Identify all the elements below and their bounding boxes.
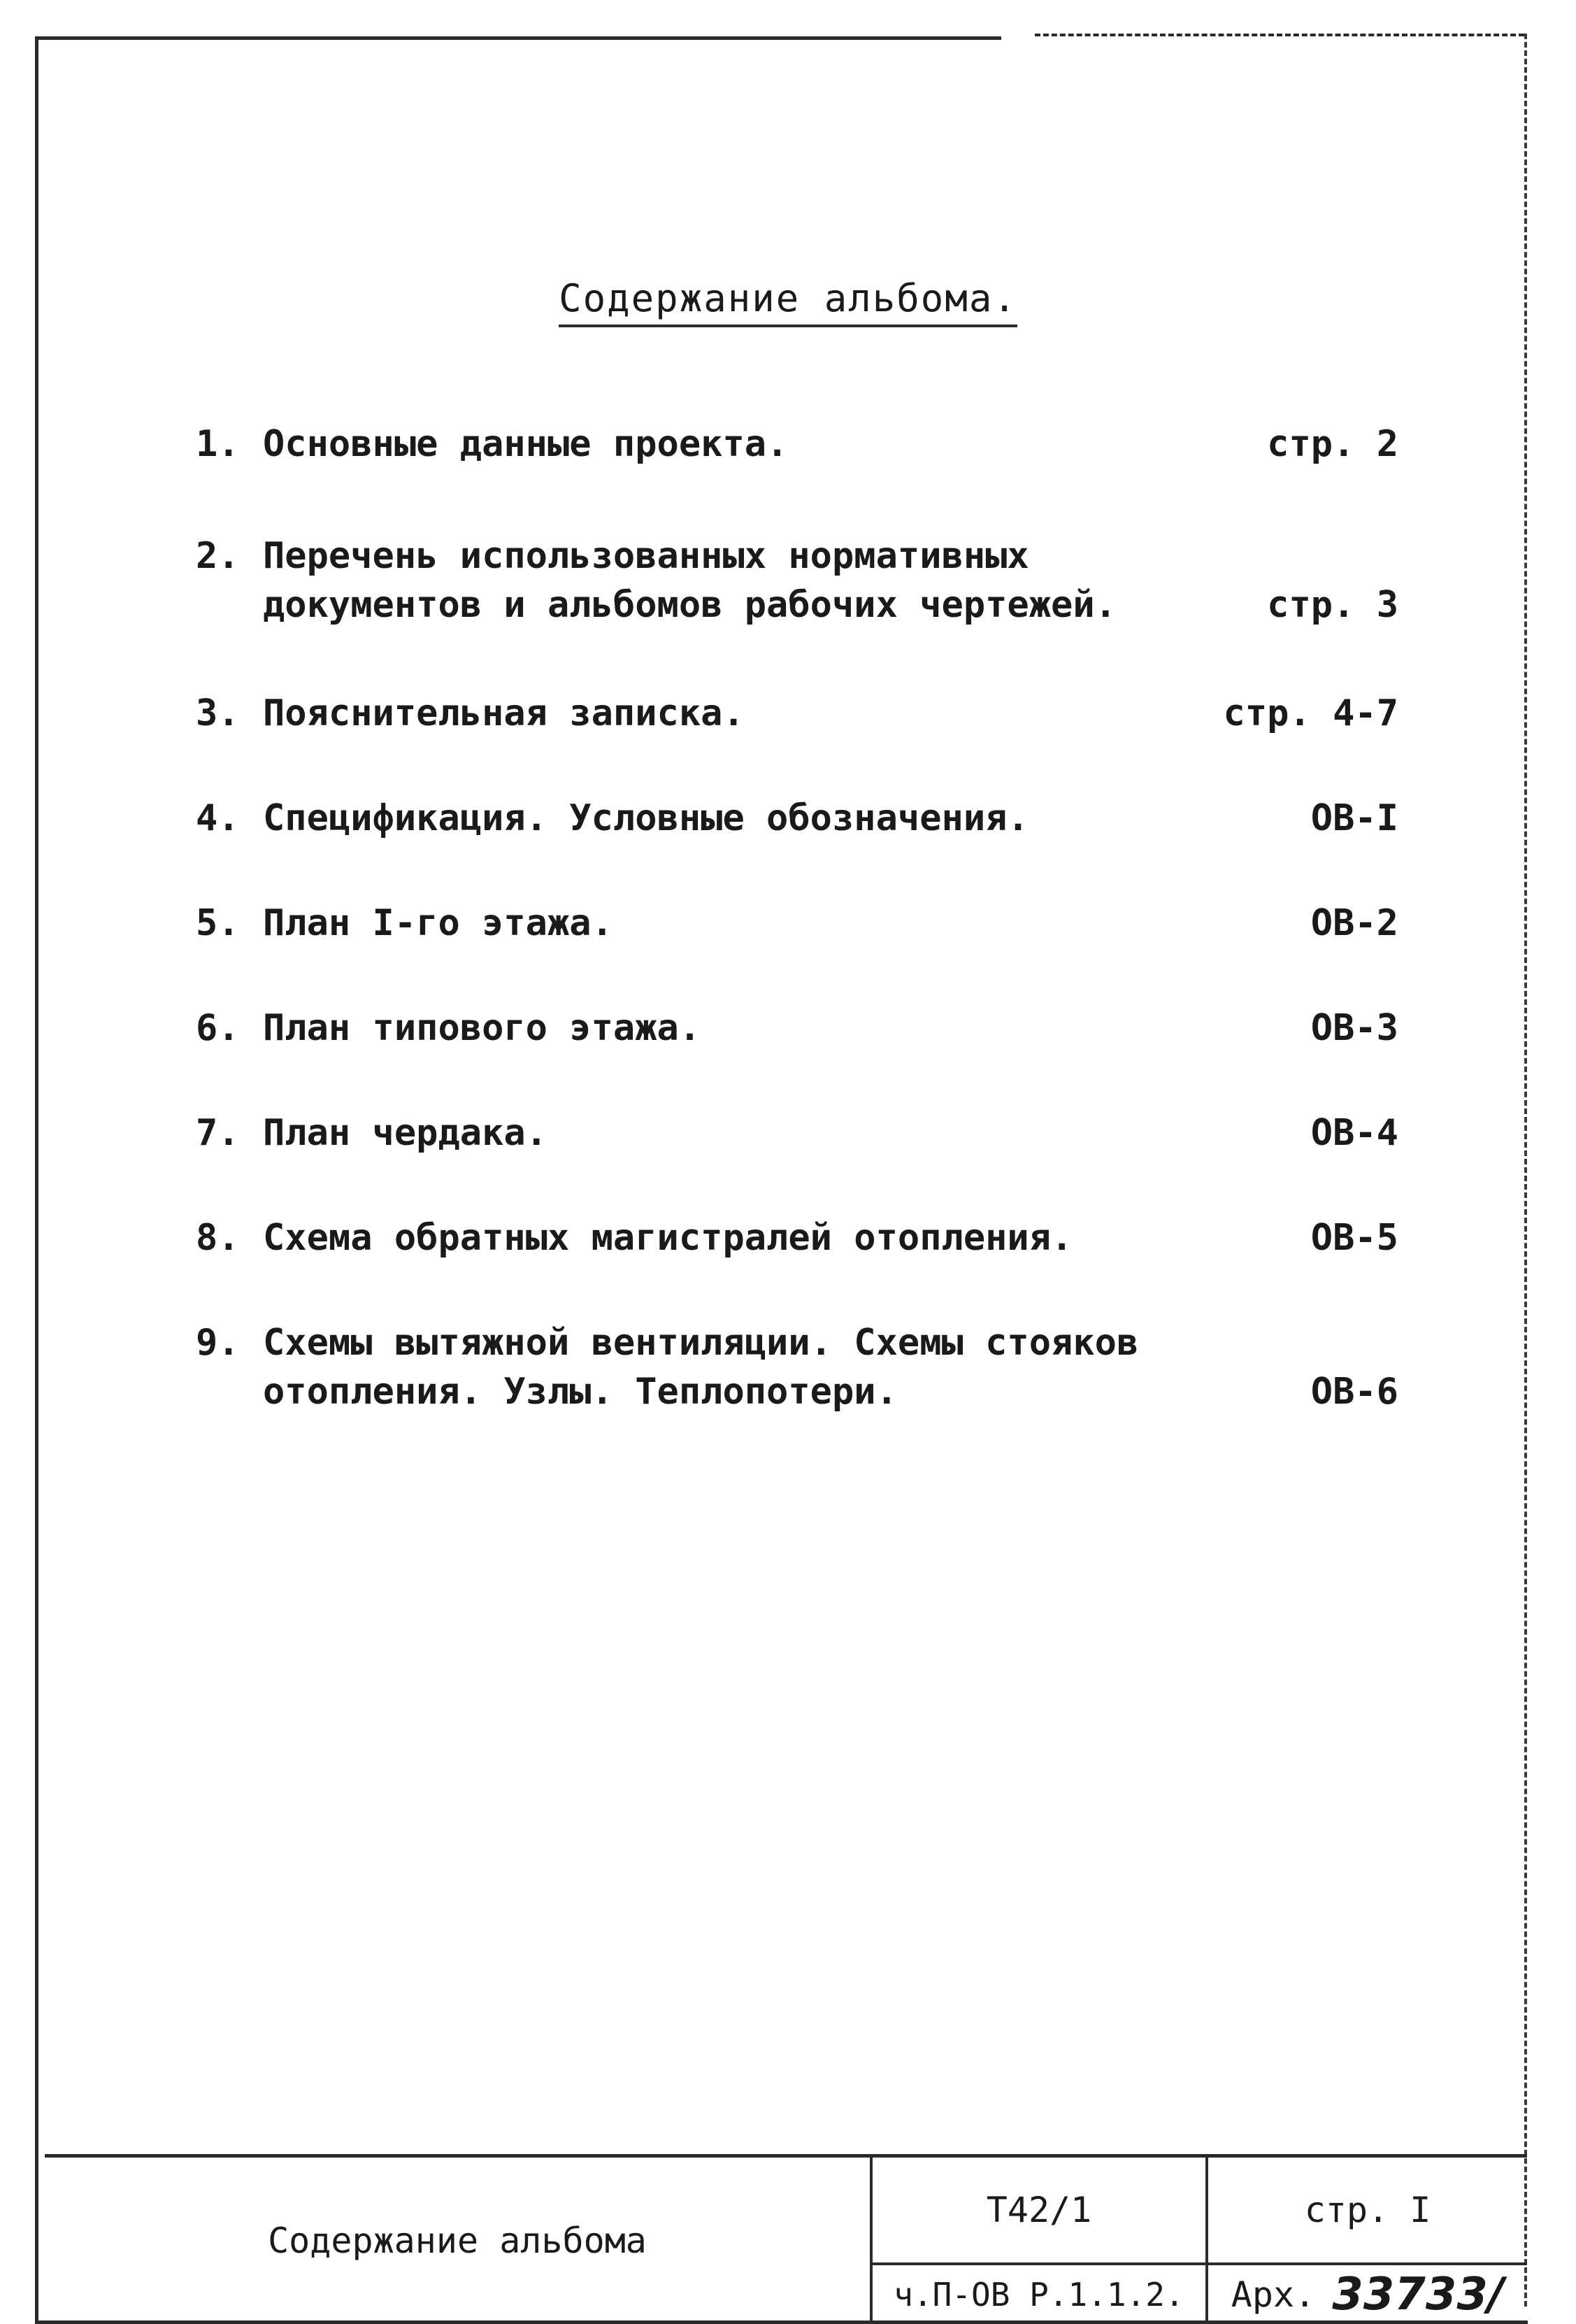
- toc-item-reference: ОВ-6: [1310, 1371, 1398, 1413]
- toc-item-text: План I-го этажа.: [263, 902, 613, 944]
- toc-item-reference: ОВ-I: [1310, 797, 1398, 839]
- toc-item-reference: ОВ-3: [1310, 1007, 1398, 1049]
- toc-item-number: 6.: [196, 1007, 240, 1049]
- toc-item-text: Спецификация. Условные обозначения.: [263, 797, 1029, 839]
- toc-item-9: [196, 1318, 1454, 1416]
- archive-number: 33733/: [1332, 2269, 1505, 2321]
- toc-item-reference: стр. 3: [1267, 584, 1398, 626]
- page-title: Содержание альбома.: [0, 276, 1576, 320]
- toc-item-3: [196, 689, 1454, 738]
- toc-item-text: Основные данные проекта.: [263, 423, 789, 465]
- toc-item-text: План типового этажа.: [263, 1007, 701, 1049]
- toc-item-number: 1.: [196, 423, 240, 465]
- toc-item-number: 8.: [196, 1217, 240, 1259]
- frame-top-border: [36, 36, 1001, 40]
- toc-item-text: План чердака.: [263, 1112, 547, 1154]
- toc-item-reference: стр. 4-7: [1223, 692, 1398, 734]
- toc-item-reference: ОВ-5: [1310, 1217, 1398, 1259]
- toc-item-text: Пояснительная записка.: [263, 692, 745, 734]
- toc-item-text: Перечень использованных нормативных документов и альбомов рабочих чертежей.: [263, 535, 1117, 626]
- frame-right-border-dashed: [1524, 34, 1527, 2307]
- frame-left-border: [35, 36, 38, 2323]
- toc-item-number: 2.: [196, 535, 240, 577]
- toc-item-7: [196, 1108, 1454, 1157]
- archive-label: Арх.: [1231, 2274, 1316, 2315]
- toc-item-4: [196, 794, 1454, 843]
- toc-item-reference: ОВ-4: [1310, 1112, 1398, 1154]
- toc-item-number: 3.: [196, 692, 240, 734]
- toc-item-5: [196, 899, 1454, 948]
- title-block-page: стр. I: [1205, 2158, 1527, 2262]
- title-block-subcode: ч.П-ОВ Р.1.1.2.: [870, 2262, 1205, 2324]
- frame-top-border-dashed: [1035, 34, 1524, 36]
- toc-item-text: Схема обратных магистралей отопления.: [263, 1217, 1073, 1259]
- toc-item-2: [196, 532, 1454, 629]
- toc-item-number: 5.: [196, 902, 240, 944]
- toc-item-number: 9.: [196, 1322, 240, 1364]
- toc-item-6: [196, 1004, 1454, 1053]
- toc-item-8: [196, 1213, 1454, 1262]
- toc-item-reference: ОВ-2: [1310, 902, 1398, 944]
- title-block-code: Т42/1: [870, 2158, 1205, 2262]
- toc-item-1: [196, 420, 1454, 469]
- title-block-archive: [1205, 2262, 1527, 2324]
- title-block-name: Содержание альбома: [268, 2220, 647, 2261]
- toc-item-number: 7.: [196, 1112, 240, 1154]
- toc-item-number: 4.: [196, 797, 240, 839]
- title-block: [45, 2154, 1527, 2324]
- toc-item-text: Схемы вытяжной вентиляции. Схемы стояков отопления. Узлы. Теплопотери.: [263, 1322, 1139, 1413]
- toc-item-reference: стр. 2: [1267, 423, 1398, 465]
